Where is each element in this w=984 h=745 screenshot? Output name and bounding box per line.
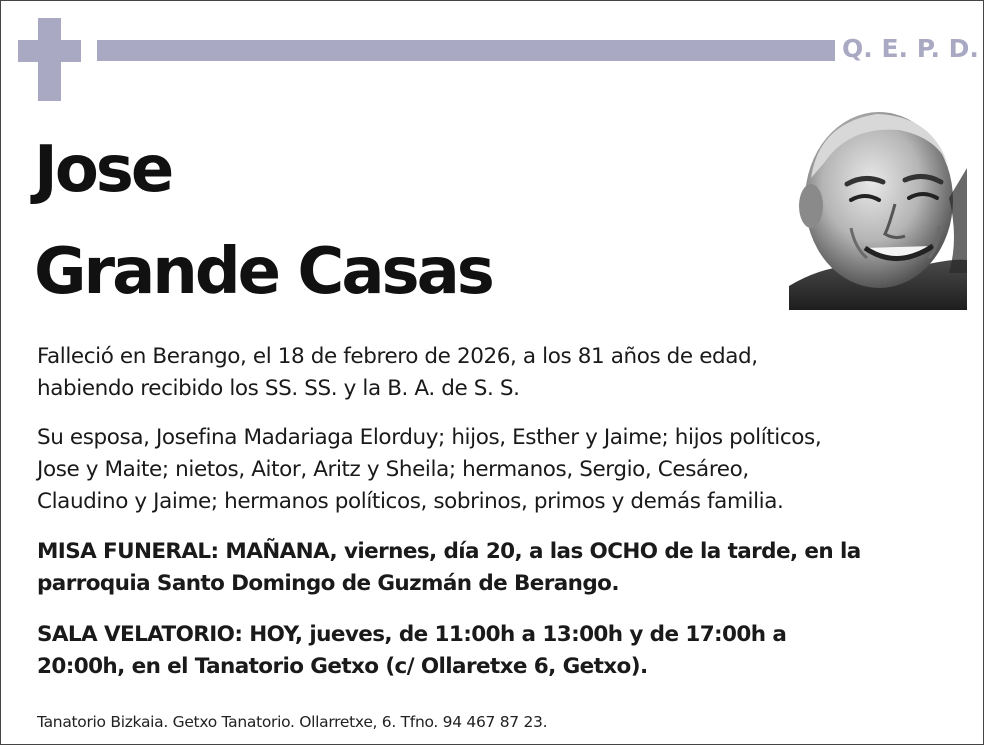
death-notice-line-2: habiendo recibido los SS. SS. y la B. A. de S. S.	[37, 376, 520, 401]
family-paragraph	[37, 422, 957, 518]
wake-room-line-2: 20:00h, en el Tanatorio Getxo (c/ Ollaretxe 6, Getxo).	[37, 654, 648, 679]
wake-room-paragraph	[37, 619, 957, 683]
qepd-badge: Q. E. P. D.	[842, 34, 979, 63]
deceased-first-name: Jose	[34, 133, 172, 207]
family-line-1: Su esposa, Josefina Madariaga Elorduy; hijos, Esther y Jaime; hijos políticos,	[37, 425, 822, 450]
wake-room-line-1: SALA VELATORIO: HOY, jueves, de 11:00h a 13:00h y de 17:00h a	[37, 622, 787, 647]
death-notice-line-1: Falleció en Berango, el 18 de febrero de 2026, a los 81 años de edad,	[37, 344, 758, 369]
deceased-surname: Grande Casas	[34, 235, 492, 309]
death-notice-paragraph	[37, 341, 957, 405]
funeral-mass-paragraph	[37, 536, 957, 600]
funeral-home-footer: Tanatorio Bizkaia. Getxo Tanatorio. Ollarretxe, 6. Tfno. 94 467 87 23.	[37, 713, 548, 731]
deceased-photo	[789, 108, 967, 310]
portrait-image	[789, 108, 967, 310]
funeral-mass-line-1: MISA FUNERAL: MAÑANA, viernes, día 20, a las OCHO de la tarde, en la	[37, 539, 861, 564]
family-line-3: Claudino y Jaime; hermanos políticos, sobrinos, primos y demás familia.	[37, 489, 784, 514]
header-rule	[97, 40, 835, 61]
family-line-2: Jose y Maite; nietos, Aitor, Aritz y Sheila; hermanos, Sergio, Cesáreo,	[37, 457, 749, 482]
cross-horizontal-arm	[18, 40, 81, 62]
funeral-mass-line-2: parroquia Santo Domingo de Guzmán de Berango.	[37, 571, 619, 596]
